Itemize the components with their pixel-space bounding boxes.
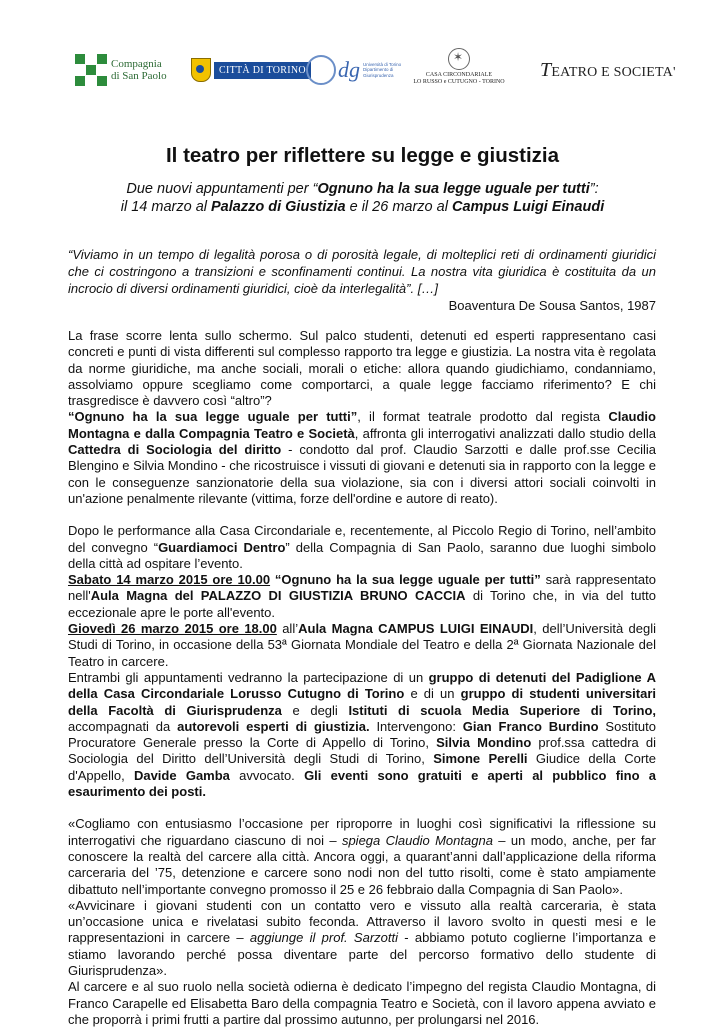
compagnia-san-paolo-logo: Compagnia di San Paolo: [75, 50, 167, 90]
epigraph-quote: “Viviamo in un tempo di legalità porosa o di porosità legale, di molteplici reti di ordinamenti giuridici che ci costringono a transizioni e sconfinamenti continui. La nostra vita giuridica è costituita da un incrocio di diversi ordinamenti giuridici, cioè da interlegalità”. […]: [68, 247, 656, 296]
circle-icon: [306, 55, 336, 85]
paragraph-participants: Entrambi gli appuntamenti vedranno la partecipazione di un gruppo di detenuti del Padiglione A della Casa Circondariale Lorusso Cutugno di Torino e di un gruppo di studenti universitari della Facoltà di Giurisprudenza e degli Istituti di scuola Media Superiore di Torino, accompagnati da autorevoli esperti di giustizia. Intervengono: Gian Franco Burdino Sostituto Procuratore Generale presso la Corte di Appello di Torino, Silvia Mondino prof.ssa cattedra di Sociologia del Diritto dell’Università degli Studi di Torino, Simone Perelli Giudice della Corte d'Appello, Davide Gamba avvocato. Gli eventi sono gratuiti e aperti al pubblico fino a esaurimento dei posti.: [68, 669, 657, 800]
paragraph-performance: Dopo le performance alla Casa Circondariale e, recentemente, al Piccolo Regio di Torino, nell’ambito del convegno “Guardiamoci Dentro” della Compagnia di San Paolo, saranno due luoghi simbolo della città ad ospitare l’evento.: [68, 523, 656, 571]
paragraph-event-2: Giovedì 26 marzo 2015 ore 18.00 all’Aula Magna CAMPUS LUIGI EINAUDI, dell’Università degli Studi di Torino, in occasione della 53ª Giornata Mondiale del Teatro e della 2ª Giornata Nazionale del Teatro in carcere.: [68, 621, 656, 669]
epigraph-author: Boaventura De Sousa Santos, 1987: [448, 298, 656, 313]
paragraph-sarzotti-quote: «Avvicinare i giovani studenti con un contatto vero e vissuto alla realtà carceraria, è stata un’occasione unica e rivelatasi subito feconda. Attraverso il lavoro svolto in questi mesi e le rappresentazioni in carcere – aggiunge il prof. Sarzotti - abbiamo potuto coglierne l’importanza e stiamo lavorando perché possa diventare parte del percorso formativo dello studente di Giurisprudenza».: [68, 897, 656, 978]
article-body: [68, 328, 656, 1028]
subtitle: Due nuovi appuntamenti per “Ognuno ha la sua legge uguale per tutti”: il 14 marzo al Palazzo di Giustizia e il 26 marzo al Campus Luigi Einaudi: [120, 181, 605, 215]
casa-circondariale-logo: ✶ CASA CIRCONDARIALE LO RUSSO e CUTUGNO - TORINO: [405, 50, 513, 90]
citta-di-torino-logo: CITTÀ DI TORINO: [191, 50, 311, 90]
teatro-e-societa-logo: TEATRO E SOCIETA': [540, 58, 676, 81]
checkerboard-icon: [75, 54, 107, 86]
paragraph-format: “Ognuno ha la sua legge uguale per tutti”, il format teatrale prodotto dal regista Claudio Montagna e dalla Compagnia Teatro e Società, affronta gli interrogativi analizzati dallo studio della Cattedra di Sociologia del diritto - condotto dal prof. Claudio Sarzotti e dalle prof.sse Cecilia Blengino e Silvia Mondino - che ricostruisce i vissuti di giovani e detenuti sia in rapporto con la legge e con le conseguenze sanzionatorie della sua violazione, sia con i diversi attori sociali coinvolti in un'azione penalmente rilevante (vittima, forze dell'ordine e autore di reato).: [68, 409, 657, 506]
paragraph-event-1: Sabato 14 marzo 2015 ore 10.00 “Ognuno ha la sua legge uguale per tutti” sarà rappresentato nell'Aula Magna del PALAZZO DI GIUSTIZIA BRUNO CACCIA di Torino che, in via del tutto eccezionale apre le porte all'evento.: [68, 572, 656, 620]
logo-band: [0, 0, 725, 110]
page-title: Il teatro per riflettere su legge e giustizia: [165, 144, 560, 167]
paragraph-intro: La frase scorre lenta sullo schermo. Sul palco studenti, detenuti ed esperti rappresentano casi concreti e punti di vista differenti sul complesso rapporto tra legge e giustizia. La nostra vita è regolata da norme giuridiche, ma anche sociali, morali o etiche: allora quando giudichiamo, condanniamo, assolviamo oppure scegliamo come comportarci, a quale legge facciamo riferimento? E chi trasgredisce è davvero così “altro”?: [68, 328, 656, 409]
emblem-icon: [448, 48, 470, 70]
dipartimento-giurisprudenza-logo: dg Università di Torino Dipartimento di Giurisprudenza: [306, 50, 423, 90]
paragraph-montagna-quote: «Cogliamo con entusiasmo l’occasione per riproporre in luoghi così significativi la riflessione su interrogativi che riguardano ciascuno di noi – spiega Claudio Montagna – un modo, anche, per far conoscere la realtà del carcere alla città. Ancora oggi, a quarant’anni dall’applicazione della riforma carceraria del ’75, detenzione e carcere sono nodi non del tutto risolti, come è stato ampiamente dibattuto nell’importante convegno promosso il 25 e 26 febbraio dalla Compagnia di San Paolo».: [68, 816, 656, 897]
paragraph-closing: Al carcere e al suo ruolo nella società odierna è dedicato l’impegno del regista Claudio Montagna, di Franco Carapelle ed Elisabetta Baro della compagnia Teatro e Società, con il lavoro appena avviato e che proporrà i primi frutti a partire dal prossimo autunno, per prolungarsi nel 2016.: [68, 979, 656, 1027]
crest-icon: [191, 58, 211, 82]
